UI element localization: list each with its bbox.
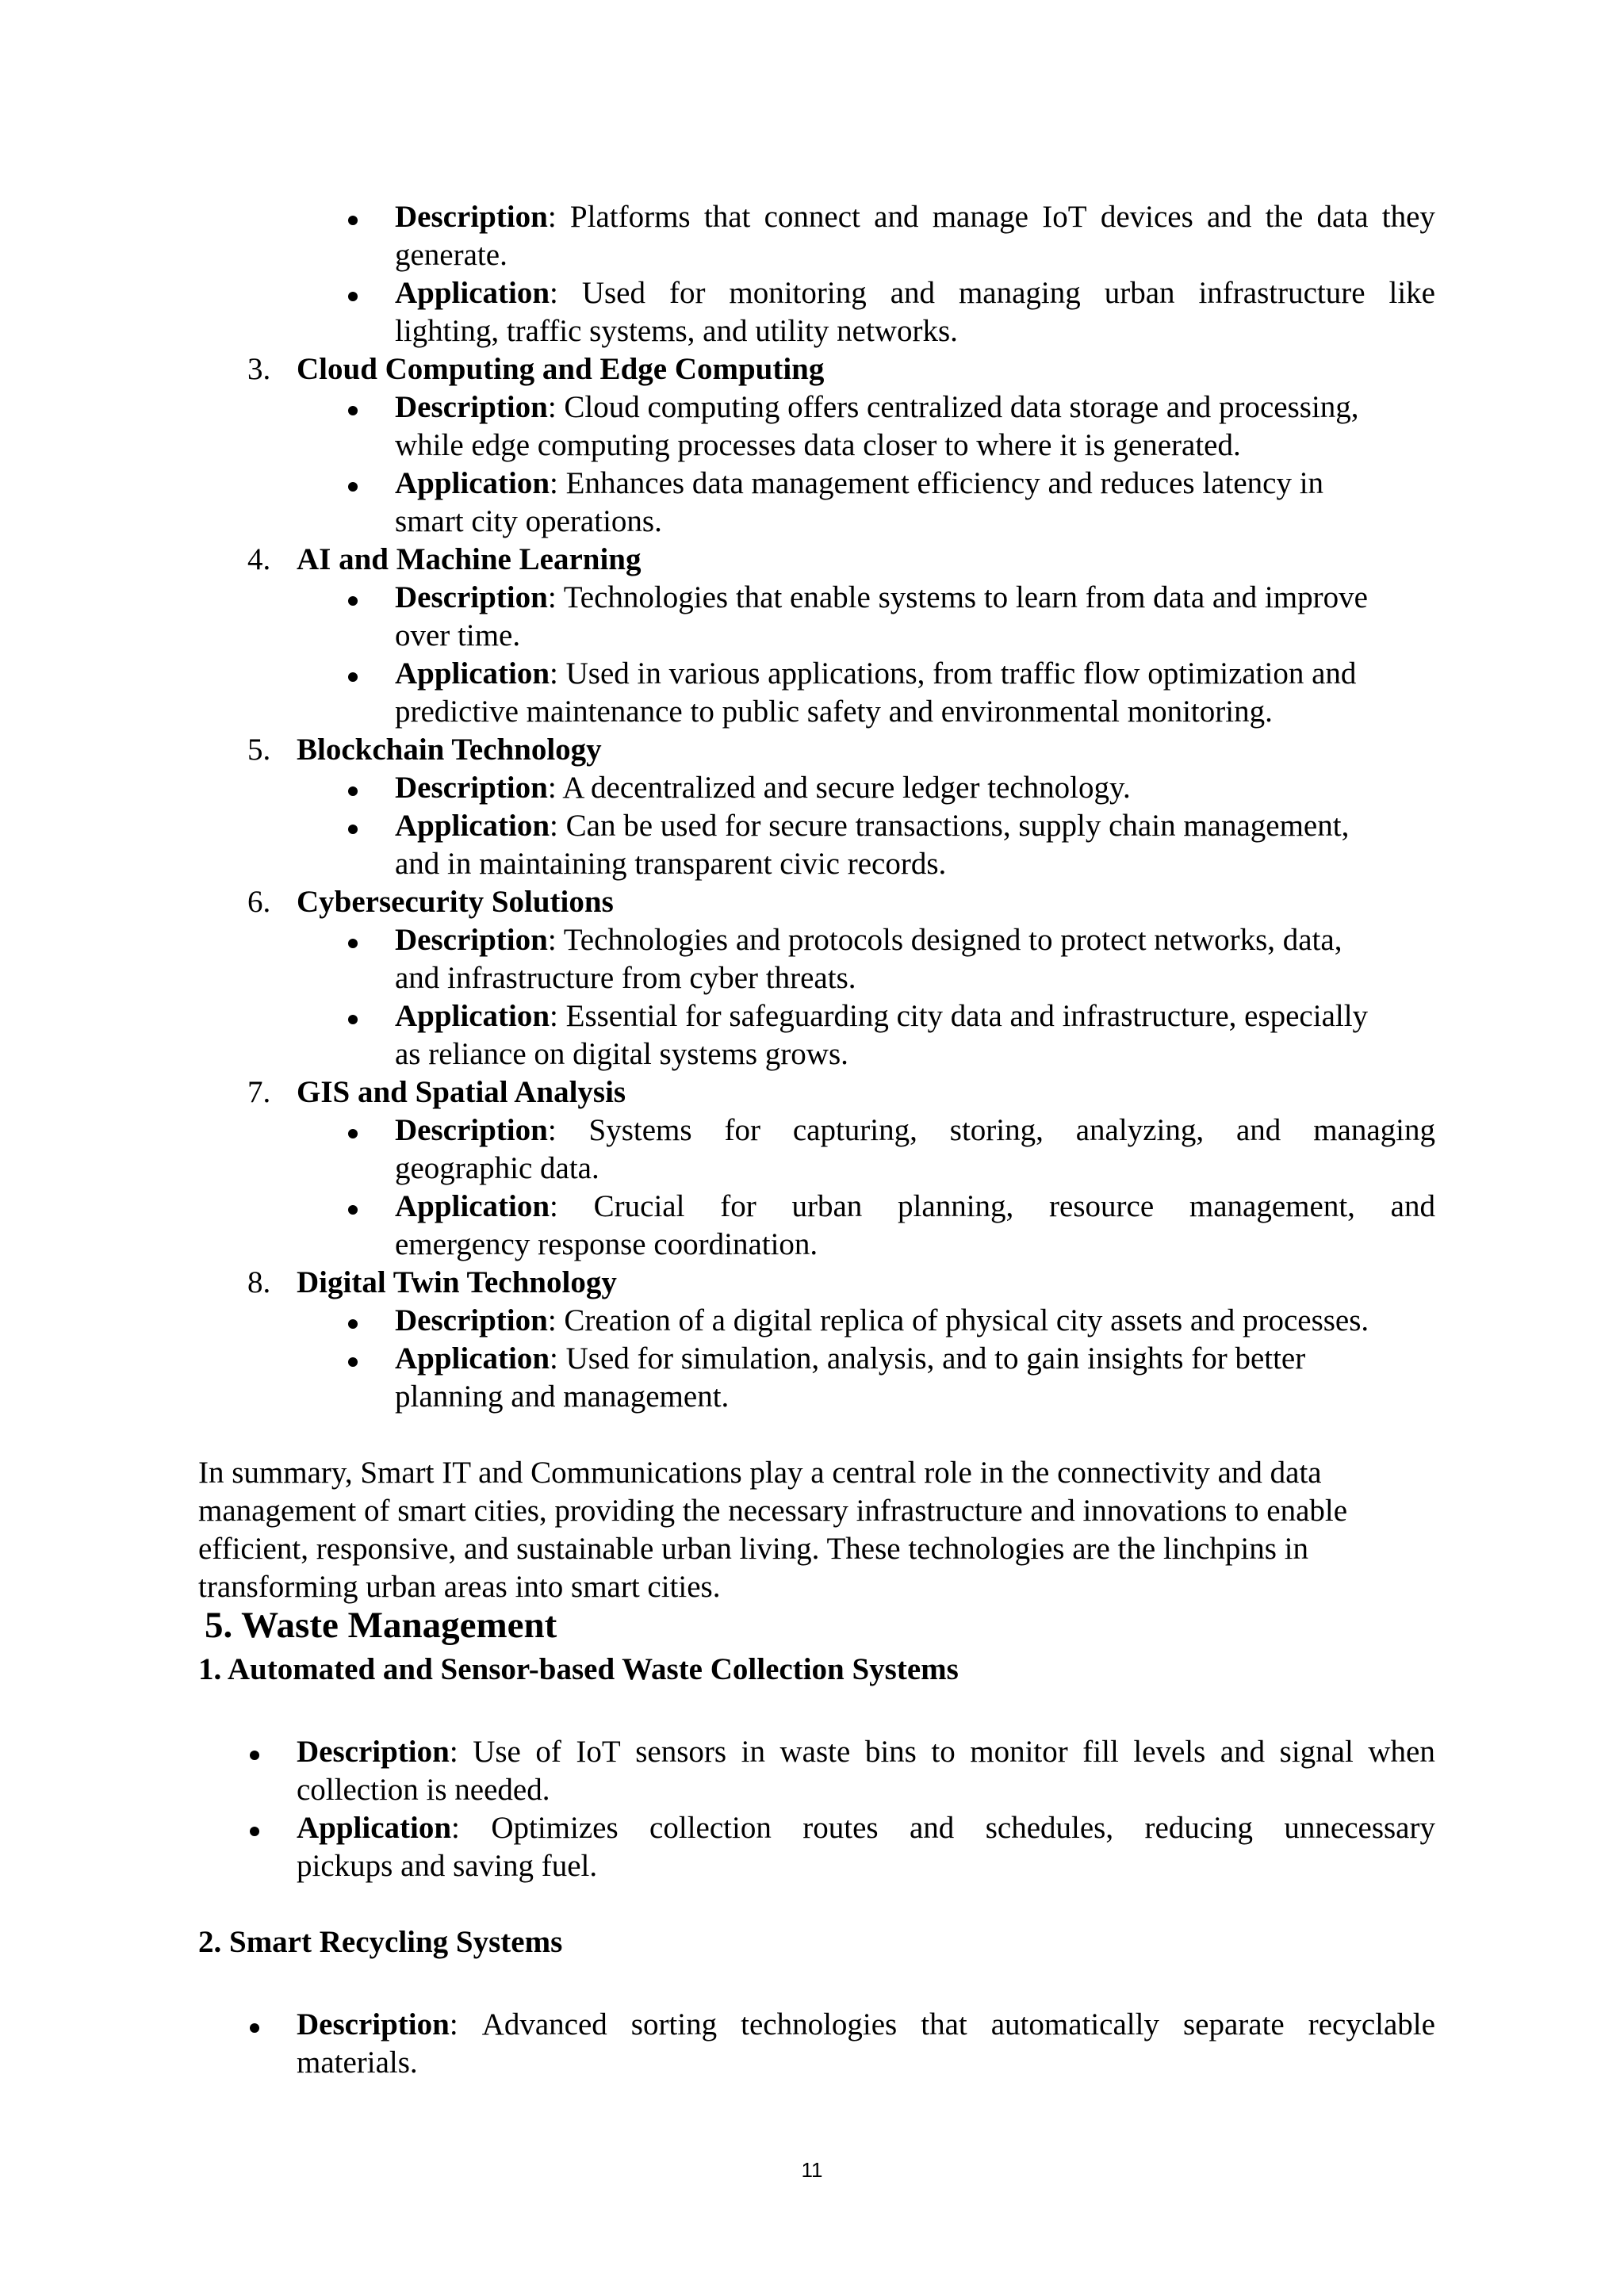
application-line-2: as reliance on digital systems grows. bbox=[395, 1037, 848, 1071]
bullet-dot bbox=[250, 2023, 259, 2033]
list-number: 6. bbox=[247, 885, 271, 919]
description-line-1: Description: Technologies and protocols designed to protect networks, data, bbox=[395, 923, 1342, 957]
bullet-dot bbox=[348, 1205, 358, 1215]
description-line-2: materials. bbox=[297, 2045, 418, 2080]
bullet-dot bbox=[348, 672, 358, 682]
lead-application-line-2: lighting, traffic systems, and utility networks. bbox=[395, 314, 958, 348]
description-line-1: Description: A decentralized and secure ledger technology. bbox=[395, 771, 1131, 805]
bullet-dot bbox=[348, 406, 358, 415]
description-line-2: collection is needed. bbox=[297, 1773, 550, 1807]
description-line-2: over time. bbox=[395, 618, 521, 652]
bullet-dot bbox=[348, 825, 358, 834]
list-item-title: Cloud Computing and Edge Computing bbox=[297, 352, 825, 386]
lead-application-line-1: Application: Used for monitoring and managing urban infrastructure like bbox=[395, 276, 1435, 310]
bullet-dot bbox=[348, 216, 358, 225]
bullet-dot bbox=[348, 1129, 358, 1138]
application-line-1: Application: Used for simulation, analysis, and to gain insights for better bbox=[395, 1341, 1306, 1376]
description-line-1: Description: Advanced sorting technologies that automatically separate recyclable bbox=[297, 2007, 1435, 2042]
application-line-1: Application: Optimizes collection routes and schedules, reducing unnecessary bbox=[297, 1811, 1435, 1845]
application-line-2: predictive maintenance to public safety and environmental monitoring. bbox=[395, 695, 1273, 729]
description-line-1: Description: Technologies that enable systems to learn from data and improve bbox=[395, 580, 1368, 614]
section-heading: 5. Waste Management bbox=[205, 1605, 557, 1646]
bullet-dot bbox=[348, 1357, 358, 1367]
application-line-2: and in maintaining transparent civic records. bbox=[395, 847, 947, 881]
list-item-title: Blockchain Technology bbox=[297, 733, 602, 767]
description-line-2: geographic data. bbox=[395, 1151, 599, 1185]
application-line-2: smart city operations. bbox=[395, 504, 662, 538]
page-number: 11 bbox=[801, 2158, 823, 2182]
description-line-2: and infrastructure from cyber threats. bbox=[395, 961, 856, 995]
application-line-2: planning and management. bbox=[395, 1380, 730, 1414]
description-line-1: Description: Creation of a digital replica of physical city assets and processes. bbox=[395, 1303, 1369, 1337]
bullet-dot bbox=[348, 596, 358, 606]
description-line-1: Description: Cloud computing offers centralized data storage and processing, bbox=[395, 390, 1359, 424]
lead-description-line-1: Description: Platforms that connect and manage IoT devices and the data they bbox=[395, 200, 1435, 234]
application-line-1: Application: Essential for safeguarding city data and infrastructure, especially bbox=[395, 999, 1369, 1033]
subsection-heading: 1. Automated and Sensor-based Waste Collection Systems bbox=[198, 1652, 959, 1686]
application-line-1: Application: Crucial for urban planning, resource management, and bbox=[395, 1189, 1435, 1223]
list-item-title: Cybersecurity Solutions bbox=[297, 885, 614, 919]
application-line-2: emergency response coordination. bbox=[395, 1227, 818, 1261]
summary-line-2: management of smart cities, providing the necessary infrastructure and innovations to enable bbox=[198, 1494, 1348, 1528]
summary-line-3: efficient, responsive, and sustainable urban living. These technologies are the linchpins in bbox=[198, 1532, 1309, 1566]
application-line-1: Application: Can be used for secure transactions, supply chain management, bbox=[395, 809, 1350, 843]
application-line-2: pickups and saving fuel. bbox=[297, 1849, 598, 1883]
list-number: 5. bbox=[247, 733, 271, 767]
description-line-1: Description: Systems for capturing, storing, analyzing, and managing bbox=[395, 1113, 1435, 1147]
application-line-1: Application: Used in various applications, from traffic flow optimization and bbox=[395, 656, 1357, 691]
list-item-title: AI and Machine Learning bbox=[297, 542, 642, 576]
bullet-dot bbox=[348, 1015, 358, 1024]
summary-line-1: In summary, Smart IT and Communications play a central role in the connectivity and data bbox=[198, 1456, 1322, 1490]
list-number: 4. bbox=[247, 542, 271, 576]
bullet-dot bbox=[348, 786, 358, 796]
description-line-1: Description: Use of IoT sensors in waste bins to monitor fill levels and signal when bbox=[297, 1735, 1435, 1769]
bullet-dot bbox=[348, 1319, 358, 1329]
list-number: 7. bbox=[247, 1075, 271, 1109]
subsection-heading: 2. Smart Recycling Systems bbox=[198, 1925, 563, 1959]
bullet-dot bbox=[348, 292, 358, 301]
application-line-1: Application: Enhances data management efficiency and reduces latency in bbox=[395, 466, 1324, 500]
list-item-title: GIS and Spatial Analysis bbox=[297, 1075, 626, 1109]
description-line-2: while edge computing processes data closer to where it is generated. bbox=[395, 428, 1241, 462]
bullet-dot bbox=[250, 1827, 259, 1836]
list-item-title: Digital Twin Technology bbox=[297, 1265, 617, 1299]
list-number: 8. bbox=[247, 1265, 271, 1299]
summary-line-4: transforming urban areas into smart cities. bbox=[198, 1570, 721, 1604]
bullet-dot bbox=[250, 1751, 259, 1760]
list-number: 3. bbox=[247, 352, 271, 386]
lead-description-line-2: generate. bbox=[395, 238, 508, 272]
bullet-dot bbox=[348, 482, 358, 492]
bullet-dot bbox=[348, 939, 358, 948]
